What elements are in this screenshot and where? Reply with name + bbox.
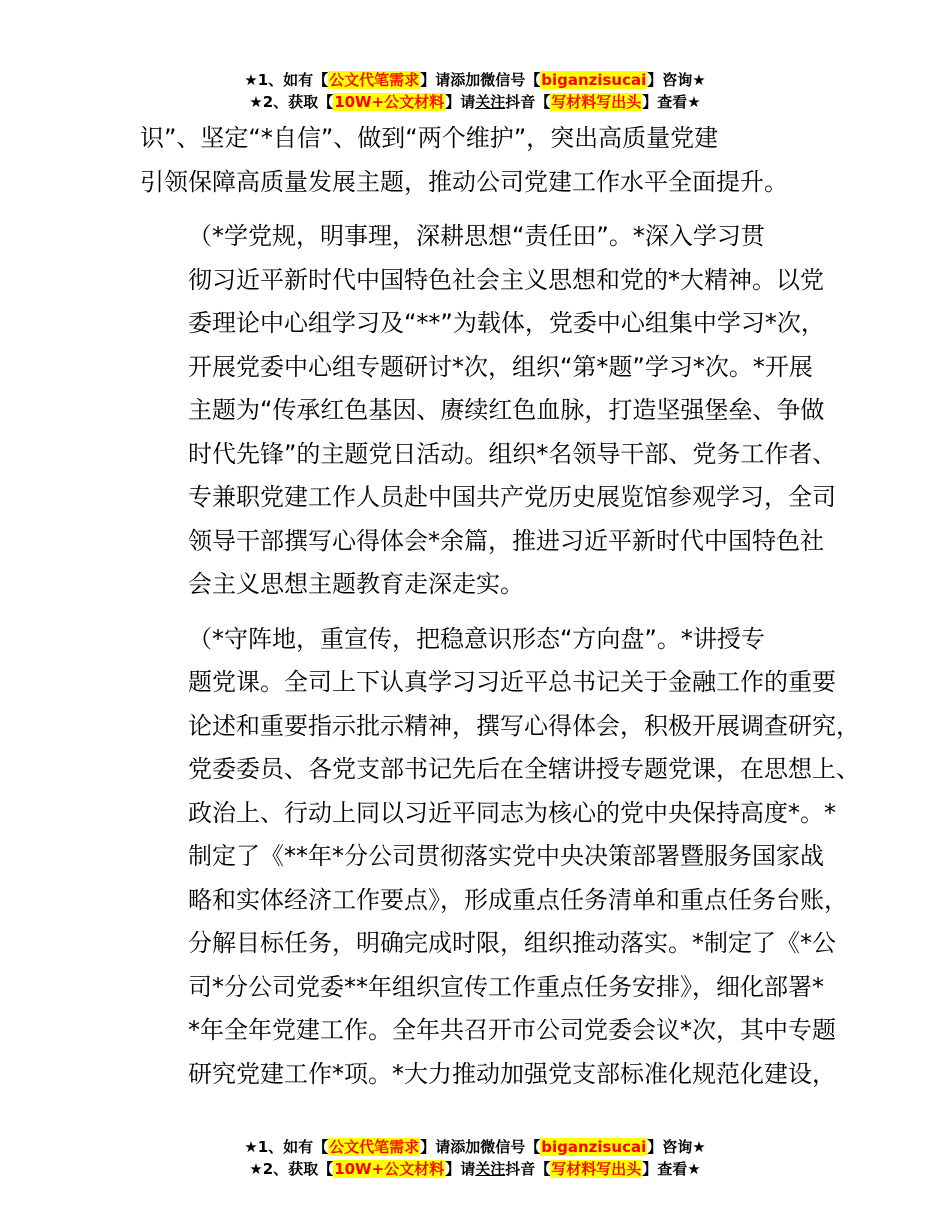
banner-line-2 bbox=[0, 1158, 950, 1180]
text-line: 政治上、行动上同以习近平同志为核心的党中央保持高度*。* bbox=[188, 798, 836, 827]
text-line: 论述和重要指示批示精神，撰写心得体会，积极开展调查研究， bbox=[188, 711, 860, 740]
text-line: 制定了《**年*分公司贯彻落实党中央决策部署暨服务国家战 bbox=[188, 842, 824, 870]
text-line: 略和实体经济工作要点》，形成重点任务清单和重点任务台账， bbox=[188, 885, 848, 914]
paragraph-study bbox=[140, 215, 837, 607]
text-line: 识”、坚定“*自信”、做到“两个维护”，突出高质量党建 bbox=[140, 124, 719, 152]
text-line: *年全年党建工作。全年共召开市公司党委会议*次，其中专题 bbox=[188, 1016, 836, 1044]
document-body bbox=[140, 117, 860, 1096]
banner-text: ★2、获取【 bbox=[249, 1160, 334, 1178]
text-line: 会主义思想主题教育走深走实。 bbox=[188, 570, 524, 598]
banner-text: 】请 bbox=[445, 93, 476, 111]
text-line: 开展党委中心组专题研讨*次，组织“第*题”学习*次。*开展 bbox=[188, 352, 813, 381]
banner-line-2 bbox=[0, 91, 950, 113]
banner-text: ★1、如有【 bbox=[244, 1138, 329, 1156]
banner-text: 】请添加微信号【 bbox=[420, 1138, 541, 1156]
underlined-follow: 关注 bbox=[475, 93, 506, 111]
banner-line-1 bbox=[0, 69, 950, 91]
paragraph-propaganda bbox=[140, 618, 860, 1097]
text-line: 党委委员、各党支部书记先后在全辖讲授专题党课，在思想上、 bbox=[188, 755, 860, 783]
header-banner bbox=[0, 69, 950, 113]
text-line: 引领保障高质量发展主题，推动公司党建工作水平全面提升。 bbox=[140, 167, 788, 196]
underlined-follow: 关注 bbox=[475, 1160, 506, 1178]
text-line: 题党课。全司上下认真学习习近平总书记关于金融工作的重要 bbox=[188, 668, 836, 696]
paragraph-continuation bbox=[140, 117, 812, 204]
highlight-materials: 10W+公文材料 bbox=[334, 93, 445, 111]
highlight-service: 公文代笔需求 bbox=[329, 71, 420, 89]
highlight-wechat-id: biganzisucai bbox=[541, 71, 647, 89]
text-line: （*守阵地，重宣传，把稳意识形态“方向盘”。*讲授专 bbox=[188, 624, 765, 653]
text-line: 专兼职党建工作人员赴中国共产党历史展览馆参观学习，全司 bbox=[188, 483, 836, 511]
text-line: 彻习近平新时代中国特色社会主义思想和党的*大精神。以党 bbox=[188, 265, 824, 294]
text-line: 分解目标任务，明确完成时限，组织推动落实。*制定了《*公 bbox=[188, 929, 836, 957]
highlight-service: 公文代笔需求 bbox=[329, 1138, 420, 1156]
highlight-materials: 10W+公文材料 bbox=[334, 1160, 445, 1178]
text-line: 领导干部撰写心得体会*余篇，推进习近平新时代中国特色社 bbox=[188, 526, 824, 555]
banner-text: 】咨询★ bbox=[647, 71, 706, 89]
text-line: （*学党规，明事理，深耕思想“责任田”。*深入学习贯 bbox=[188, 222, 765, 250]
banner-text: 】查看★ bbox=[642, 1160, 701, 1178]
banner-text: 】请 bbox=[445, 1160, 476, 1178]
footer-banner bbox=[0, 1136, 950, 1180]
banner-text: ★1、如有【 bbox=[244, 71, 329, 89]
banner-text: 】咨询★ bbox=[647, 1138, 706, 1156]
text-line: 研究党建工作*项。*大力推动加强党支部标准化规范化建设， bbox=[188, 1059, 836, 1088]
text-line: 时代先锋”的主题党日活动。组织*名领导干部、党务工作者、 bbox=[188, 439, 837, 468]
banner-text: 抖音【 bbox=[505, 93, 551, 111]
banner-text: 抖音【 bbox=[505, 1160, 551, 1178]
text-line: 主题为“传承红色基因、赓续红色血脉，打造坚强堡垒、争做 bbox=[188, 396, 825, 424]
banner-line-1 bbox=[0, 1136, 950, 1158]
text-line: 委理论中心组学习及“**”为载体，党委中心组集中学习*次， bbox=[188, 309, 825, 337]
text-line: 司*分公司党委**年组织宣传工作重点任务安排》，细化部署* bbox=[188, 972, 824, 1001]
banner-text: ★2、获取【 bbox=[249, 93, 334, 111]
highlight-douyin-account: 写材料写出头 bbox=[551, 1160, 642, 1178]
banner-text: 】请添加微信号【 bbox=[420, 71, 541, 89]
highlight-douyin-account: 写材料写出头 bbox=[551, 93, 642, 111]
highlight-wechat-id: biganzisucai bbox=[541, 1138, 647, 1156]
banner-text: 】查看★ bbox=[642, 93, 701, 111]
